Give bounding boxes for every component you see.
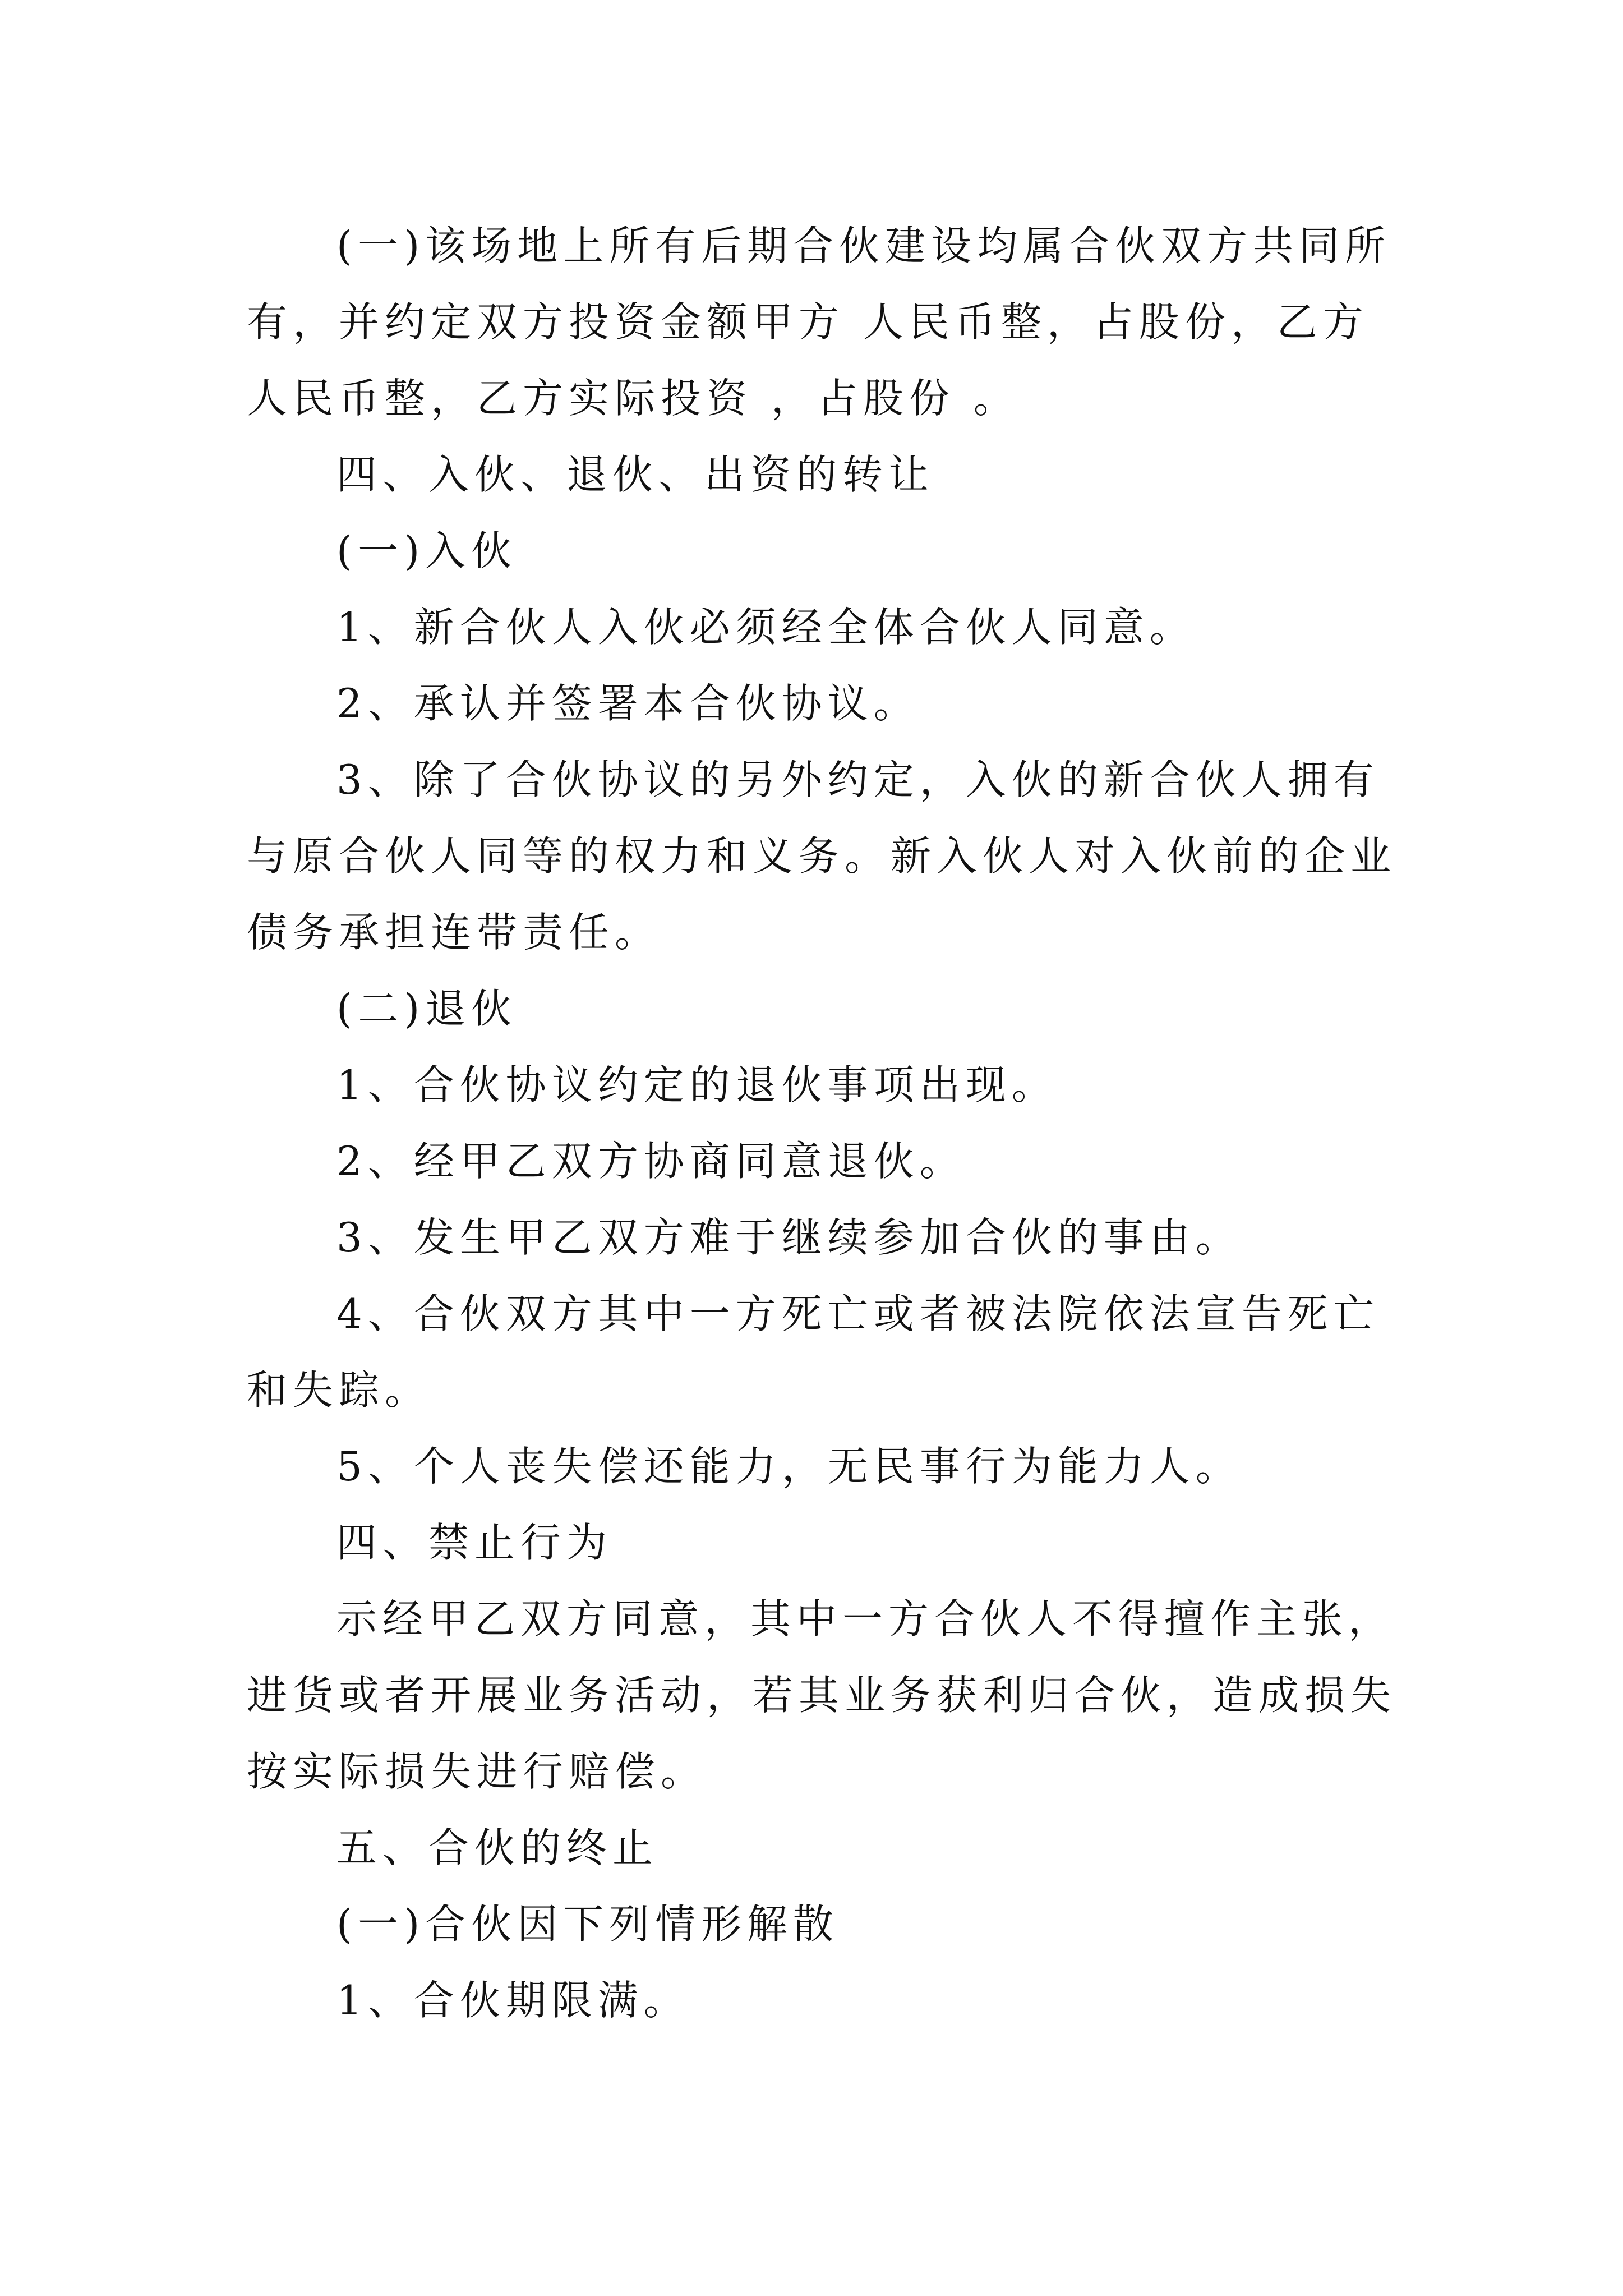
section-heading-joining-leaving: 四、入伙、退伙、出资的转让 [336,451,935,498]
subheading-joining: (一)入伙 [336,527,518,574]
list-item: 4、合伙双方其中一方死亡或者被法院依法宣告死亡和失踪。 [247,1290,1380,1414]
list-item: 1、新合伙人入伙必须经全体合伙人同意。 [336,604,1196,651]
list-item: 2、承认并签署本合伙协议。 [336,680,920,727]
list-item: 1、合伙协议约定的退伙事项出现。 [336,1061,1058,1108]
list-item: 1、合伙期限满。 [336,1977,690,2024]
list-item: 2、经甲乙双方协商同意退伙。 [336,1138,966,1185]
section-heading-termination: 五、合伙的终止 [336,1824,659,1871]
subheading-leaving: (二)退伙 [336,985,518,1032]
subheading-dissolution: (一)合伙因下列情形解散 [336,1901,840,1948]
section-heading-prohibited-acts: 四、禁止行为 [336,1519,613,1566]
paragraph-prohibited-acts: 示经甲乙双方同意，其中一方合伙人不得擅作主张，进货或者开展业务活动，若其业务获利归合伙，造成损失按实际损失进行赔偿。 [247,1595,1397,1795]
list-item: 5、个人丧失偿还能力，无民事行为能力人。 [336,1443,1242,1490]
list-item: 3、发生甲乙双方难于继续参加合伙的事由。 [336,1214,1242,1261]
document-body [247,208,1424,2039]
list-item: 3、除了合伙协议的另外约定，入伙的新合伙人拥有与原合伙人同等的权力和义务。新入伙人对入伙前的企业债务承担连带责任。 [247,756,1397,956]
paragraph-joint-ownership: (一)该场地上所有后期合伙建设均属合伙双方共同所有，并约定双方投资金额甲方 人民币整，占股份，乙方 人民币整，乙方实际投资 ，占股份 。 [247,222,1391,422]
